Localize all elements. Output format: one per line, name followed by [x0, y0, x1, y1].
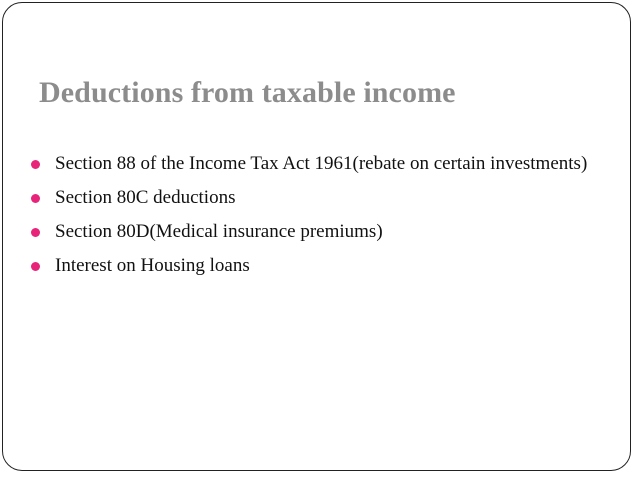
bullet-text: Section 80C deductions [55, 187, 236, 208]
bullet-list [25, 152, 605, 288]
bullet-text: Section 88 of the Income Tax Act 1961(rebate on certain investments) [55, 153, 588, 174]
bullet-text: Section 80D(Medical insurance premiums) [55, 221, 383, 242]
bullet-item-section-80d [25, 220, 605, 244]
slide-title: Deductions from taxable income [39, 76, 456, 109]
bullet-dot-icon [31, 194, 40, 203]
slide-frame [2, 2, 631, 471]
bullet-item-housing-loans [25, 254, 605, 278]
bullet-dot-icon [31, 262, 40, 271]
bullet-dot-icon [31, 160, 40, 169]
bullet-item-section-88 [25, 152, 605, 176]
bullet-item-section-80c [25, 186, 605, 210]
bullet-text: Interest on Housing loans [55, 255, 250, 276]
bullet-dot-icon [31, 228, 40, 237]
